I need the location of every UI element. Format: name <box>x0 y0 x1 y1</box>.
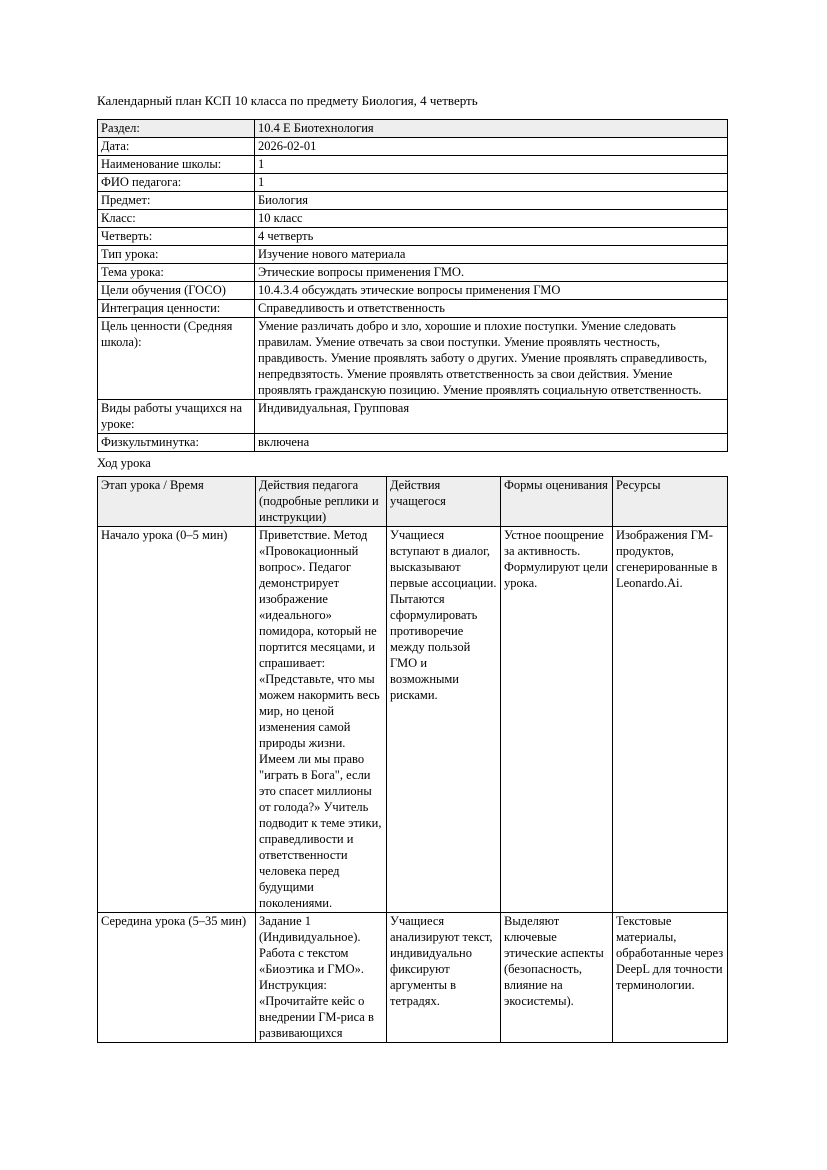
lesson-flow-table <box>97 476 728 1043</box>
row-label: Дата: <box>98 138 255 156</box>
column-header-student-actions: Действия учащегося <box>387 477 501 527</box>
table-row <box>98 527 728 913</box>
column-header-resources: Ресурсы <box>613 477 728 527</box>
cell-student-actions: Учащиеся анализируют текст, индивидуально фиксируют аргументы в тетрадях. <box>387 913 501 1043</box>
row-value: 4 четверть <box>255 228 728 246</box>
table-row <box>98 246 728 264</box>
row-value: Умение различать добро и зло, хорошие и плохие поступки. Умение следовать правилам. Умение отвечать за свои поступки. Умение проявлять честность, правдивость. Умение проявлять заботу о других. Умение проявлять справедливость, непредвзятость. Умение проявлять ответственность за свои действия. Умение проявлять гражданскую позицию. Умение проявлять социальную ответственность. <box>255 318 728 400</box>
table-row <box>98 120 728 138</box>
row-label: Цель ценности (Средняя школа): <box>98 318 255 400</box>
row-value: 1 <box>255 156 728 174</box>
table-row <box>98 264 728 282</box>
row-value: включена <box>255 434 728 452</box>
row-label: Раздел: <box>98 120 255 138</box>
row-value: Биология <box>255 192 728 210</box>
row-label: Наименование школы: <box>98 156 255 174</box>
row-label: Предмет: <box>98 192 255 210</box>
row-label: Тип урока: <box>98 246 255 264</box>
row-label: ФИО педагога: <box>98 174 255 192</box>
table-row <box>98 192 728 210</box>
column-header-assessment: Формы оценивания <box>501 477 613 527</box>
cell-teacher-actions: Приветствие. Метод «Провокационный вопрос». Педагог демонстрирует изображение «идеального» помидора, который не портится месяцами, и спрашивает: «Представьте, что мы можем накормить весь мир, но ценой изменения самой природы жизни. Имеем ли мы право "играть в Бога", если это спасет миллионы от голода?» Учитель подводит к теме этики, справедливости и ответственности человека перед будущими поколениями. <box>256 527 387 913</box>
cell-resources: Текстовые материалы, обработанные через DeepL для точности терминологии. <box>613 913 728 1043</box>
document-page <box>97 93 727 1043</box>
table-row <box>98 400 728 434</box>
row-value: 10.4 Е Биотехнология <box>255 120 728 138</box>
cell-student-actions: Учащиеся вступают в диалог, высказывают первые ассоциации. Пытаются сформулировать противоречие между пользой ГМО и возможными рисками. <box>387 527 501 913</box>
row-value: Справедливость и ответственность <box>255 300 728 318</box>
row-value: 2026-02-01 <box>255 138 728 156</box>
column-header-stage: Этап урока / Время <box>98 477 256 527</box>
row-label: Класс: <box>98 210 255 228</box>
row-value: 10 класс <box>255 210 728 228</box>
row-value: Индивидуальная, Групповая <box>255 400 728 434</box>
cell-assessment: Устное поощрение за активность. Формулируют цели урока. <box>501 527 613 913</box>
table-row <box>98 138 728 156</box>
table-row <box>98 913 728 1043</box>
table-row <box>98 210 728 228</box>
page-title: Календарный план КСП 10 класса по предмету Биология, 4 четверть <box>97 93 478 108</box>
row-value: 10.4.3.4 обсуждать этические вопросы применения ГМО <box>255 282 728 300</box>
row-label: Интеграция ценности: <box>98 300 255 318</box>
column-header-teacher-actions: Действия педагога (подробные реплики и инструкции) <box>256 477 387 527</box>
table-row <box>98 174 728 192</box>
cell-resources: Изображения ГМ-продуктов, сгенерированные в Leonardo.Ai. <box>613 527 728 913</box>
row-value: Этические вопросы применения ГМО. <box>255 264 728 282</box>
table-row <box>98 228 728 246</box>
row-label: Четверть: <box>98 228 255 246</box>
row-label: Цели обучения (ГОСО) <box>98 282 255 300</box>
row-value: Изучение нового материала <box>255 246 728 264</box>
table-row <box>98 282 728 300</box>
section-heading: Ход урока <box>97 456 151 470</box>
table-header-row <box>98 477 728 527</box>
table-row <box>98 434 728 452</box>
cell-stage: Начало урока (0–5 мин) <box>98 527 256 913</box>
row-value: 1 <box>255 174 728 192</box>
lesson-info-table <box>97 119 728 452</box>
row-label: Физкультминутка: <box>98 434 255 452</box>
table-row <box>98 318 728 400</box>
row-label: Виды работы учащихся на уроке: <box>98 400 255 434</box>
table-row <box>98 300 728 318</box>
table-row <box>98 156 728 174</box>
cell-assessment: Выделяют ключевые этические аспекты (безопасность, влияние на экосистемы). <box>501 913 613 1043</box>
row-label: Тема урока: <box>98 264 255 282</box>
cell-teacher-actions: Задание 1 (Индивидуальное). Работа с текстом «Биоэтика и ГМО». Инструкция: «Прочитайте кейс о внедрении ГМ-риса в развивающихся <box>256 913 387 1043</box>
cell-stage: Середина урока (5–35 мин) <box>98 913 256 1043</box>
